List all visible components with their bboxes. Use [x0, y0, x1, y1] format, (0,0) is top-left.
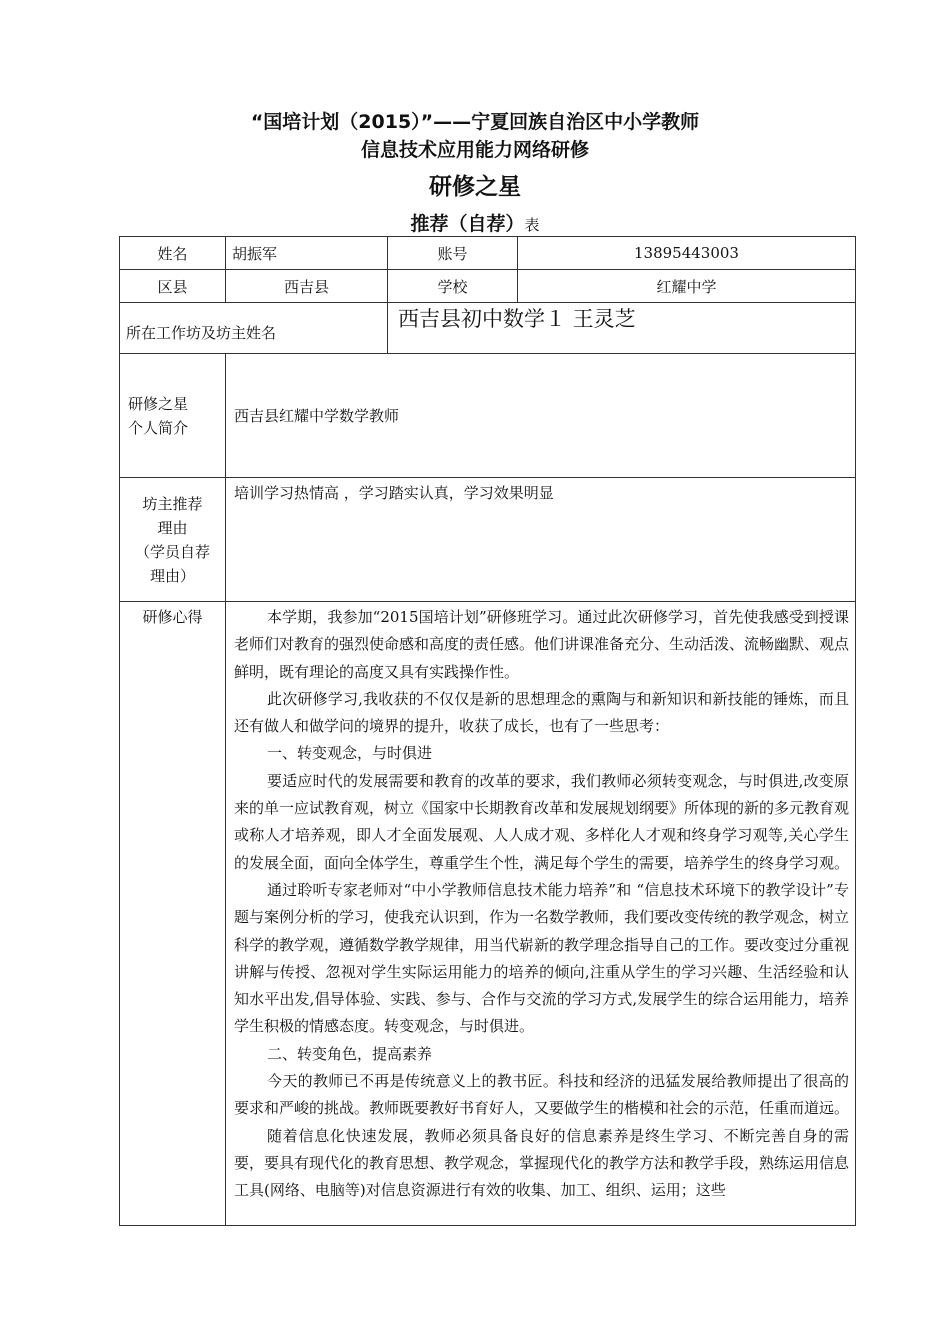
recommendation-form-table	[119, 236, 856, 1226]
form-title	[0, 210, 950, 239]
school-label: 学校	[388, 270, 518, 303]
account-label: 账号	[388, 237, 518, 270]
experience-label: 研修心得	[120, 602, 226, 1226]
table-row	[120, 303, 856, 354]
reason-label-line-1: 坊主推荐	[142, 494, 203, 513]
experience-paragraph: 一、转变观念，与时俱进	[267, 744, 433, 763]
name-value: 胡振军	[226, 237, 388, 270]
intro-label	[120, 354, 226, 478]
experience-paragraph: 此次研修学习,我收获的不仅仅是新的思想理念的熏陶与和新知识和新技能的锤炼，而且还有做人和做学问的境界的提升，收获了成长，也有了一些思考：	[234, 689, 849, 736]
table-row	[120, 478, 856, 602]
document-heading: 研修之星	[429, 174, 521, 200]
table-row	[120, 354, 856, 478]
form-title-suffix: 表	[524, 216, 540, 234]
intro-value: 西吉县红耀中学数学教师	[226, 354, 856, 478]
experience-paragraph: 随着信息化快速发展，教师必须具备良好的信息素养是终生学习、不断完善自身的需要，要具有现代化的教育思想、教学观念，掌握现代化的教学方法和教学手段，熟练运用信息工具(网络、电脑等)对信息资源进行有效的收集、加工、组织、运用；这些	[234, 1126, 849, 1200]
intro-label-line-1: 研修之星	[128, 394, 189, 413]
workshop-value-text: 西吉县初中数学１ 王灵芝	[398, 307, 636, 331]
reason-label-line-2: 理由	[157, 518, 188, 537]
form-title-main: 推荐（自荐）	[410, 213, 525, 235]
reason-label	[120, 478, 226, 602]
document-title-line-2: 信息技术应用能力网络研修	[360, 139, 589, 161]
experience-paragraph: 二、转变角色，提高素养	[267, 1044, 433, 1063]
reason-label-line-4: 理由）	[149, 566, 195, 585]
experience-paragraph: 通过聆听专家老师对“中小学教师信息技术能力培养”和 “信息技术环境下的教学设计”专题与案例分析的学习，使我充认识到，作为一名数学教师，我们要改变传统的教学观念，树立科学的教学观，遵循数学教学规律，用当代崭新的教学理念指导自己的工作。要改变过分重视讲解与传授、忽视对学生实际运用能力的培养的倾向,注重从学生的学习兴趣、生活经验和认知水平出发,倡导体验、实践、参与、合作与交流的学习方式,发展学生的综合运用能力，培养学生积极的情感态度。转变观念，与时俱进。	[234, 880, 849, 1036]
county-label: 区县	[120, 270, 226, 303]
experience-paragraph: 今天的教师已不再是传统意义上的教书匠。科技和经济的迅猛发展给教师提出了很高的要求和严峻的挑战。教师既要教好书育好人，又要做学生的楷模和社会的示范，任重而道远。	[234, 1072, 849, 1118]
intro-label-line-2: 个人简介	[128, 418, 189, 437]
experience-paragraph: 要适应时代的发展需要和教育的改革的要求，我们教师必须转变观念，与时俱进,改变原来的单一应试教育观，树立《国家中长期教育改革和发展规划纲要》所体现的新的多元教育观或称人才培养观，即人才全面发展观、人人成才观、多样化人才观和终身学习观等,关心学生的发展全面，面向全体学生，尊重学生个性，满足每个学生的需要，培养学生的终身学习观。	[234, 771, 849, 872]
document-title-line-1: “国培计划（2015）”——宁夏回族自治区中小学教师	[250, 111, 700, 133]
county-value: 西吉县	[226, 270, 388, 303]
experience-content	[226, 602, 856, 1226]
experience-text-area	[234, 604, 849, 1225]
account-value: 13895443003	[518, 237, 856, 270]
name-label: 姓名	[120, 237, 226, 270]
school-value: 红耀中学	[518, 270, 856, 303]
experience-paragraph: 本学期，我参加“2015国培计划”研修班学习。通过此次研修学习，首先使我感受到授课老师们对教育的强烈使命感和高度的责任感。他们讲课准备充分、生动活泼、流畅幽默、观点鲜明，既有理论的高度又具有实践操作性。	[234, 608, 849, 681]
workshop-label: 所在工作坊及坊主姓名	[120, 303, 388, 354]
workshop-value	[388, 303, 856, 354]
reason-value: 培训学习热情高 ，学习踏实认真，学习效果明显	[226, 478, 856, 602]
table-row	[120, 602, 856, 1226]
table-row	[120, 270, 856, 303]
reason-label-line-3: （学员自荐	[134, 542, 210, 561]
table-row	[120, 237, 856, 270]
